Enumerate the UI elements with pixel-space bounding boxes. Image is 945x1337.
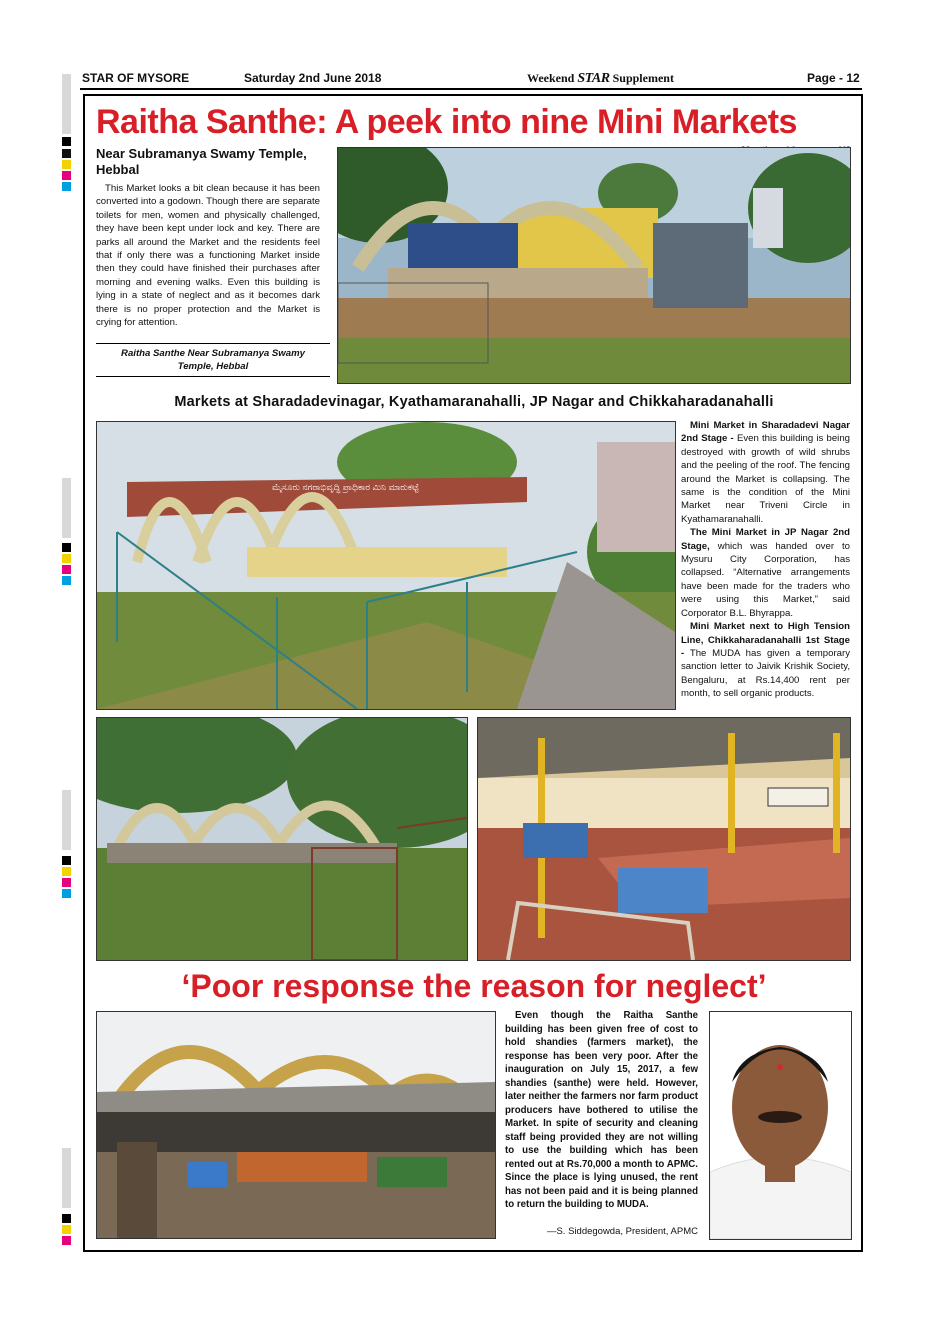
portrait-siddegowda xyxy=(709,1011,852,1240)
apmc-attribution: —S. Siddegowda, President, APMC xyxy=(546,1226,698,1237)
photo-overgrown-market xyxy=(96,717,468,961)
hebbal-caption-box xyxy=(96,343,330,377)
chikkaharadanahalli-paragraph: Mini Market next to High Tension Line, Chikkaharadanahalli 1st Stage - The MUDA has given a temporary sanction letter to Jaivik Krishik Society, Bengaluru, at Rs.14,400 rent per month, to sell organic products. xyxy=(681,621,850,700)
photo-market-interior xyxy=(477,717,851,961)
photo-hebbal-market xyxy=(337,147,851,384)
photo-signboard-text: ಮೈಸೂರು ನಗರಾಭಿವೃದ್ಧಿ ಪ್ರಾಧಿಕಾರ ಮಿನಿ ಮಾರುಕಟ್ಟೆ xyxy=(272,482,419,492)
photo-vegetable-stalls xyxy=(96,1011,496,1239)
hebbal-subhead: Near Subramanya Swamy Temple, Hebbal xyxy=(96,146,307,177)
issue-date: Saturday 2nd June 2018 xyxy=(244,71,382,85)
main-headline: Raitha Santhe: A peek into nine Mini Markets xyxy=(96,103,797,141)
apmc-quote: Even though the Raitha Santhe building has been given free of cost to hold shandies (farmers market), the response has been very poor. After the inauguration on July 15, 2017, a few shandies (santhe) were held. However, later neither the farmers nor farm product producers have bothered to utilise the Market. In spite of security and cleaning staff being provided they are not willing to use the building which has been rented out at Rs.70,000 a month to APMC. Since the place is lying unused, the rent has not been paid and it is being planned to return the building to MUDA. xyxy=(505,1010,698,1210)
neglect-headline: ‘Poor response the reason for neglect’ xyxy=(181,968,767,1004)
sharadadevinagar-paragraph: Mini Market in Sharadadevi Nagar 2nd Stage - Even this building is being destroyed with growth of wild shrubs and the peeling of the roof. The fencing around the Market is collapsing. The same is the condition of the Mini Market near Triveni Circle in Kyathamaranahalli. xyxy=(681,420,850,525)
markets-text xyxy=(681,419,850,701)
paper-name: STAR OF MYSORE xyxy=(82,71,190,85)
jp-nagar-paragraph: The Mini Market in JP Nagar 2nd Stage, which was handed over to Mysuru City Corporation, has collapsed. “Alternative arrangements have been made for the traders who were using this Market,” said Corporator B.L. Bhyrappa. xyxy=(681,527,850,619)
photo-sharadadevinagar-market xyxy=(96,421,676,710)
star-logo: STAR xyxy=(577,71,610,86)
header-rule xyxy=(80,88,862,90)
supplement-label: Weekend STAR Supplement xyxy=(527,71,674,86)
page-number: Page - 12 xyxy=(807,71,860,85)
hebbal-body: This Market looks a bit clean because it has been converted into a godown. Though there are separate toilets for men, women and physically challenged, they have been kept under lock and key. There are parks all around the Market and the residents feel that if only there was a functioning Market inside then they could have finished their purchases after morning and evening walks. Even this building is lying in a state of neglect and as it becomes dark there is no proper protection and the Market is crying for attention. xyxy=(96,183,320,329)
markets-section-heading: Markets at Sharadadevinagar, Kyathamaranahalli, JP Nagar and Chikkaharadanahalli xyxy=(174,394,774,410)
hebbal-caption: Raitha Santhe Near Subramanya Swamy Temple, Hebbal xyxy=(121,348,305,372)
